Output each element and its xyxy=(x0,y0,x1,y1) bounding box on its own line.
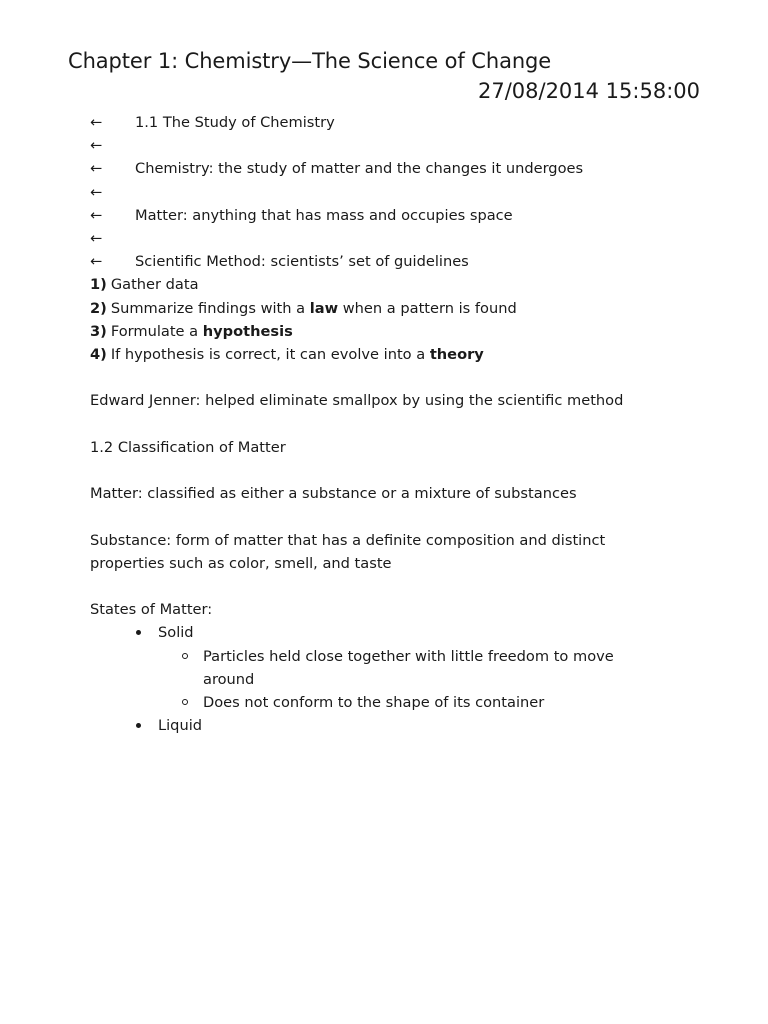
state-label: Liquid xyxy=(158,717,203,735)
left-arrow-icon: ← xyxy=(90,253,103,271)
sub-list xyxy=(158,645,730,715)
method-step xyxy=(90,273,730,296)
arrow-line-text: Scientific Method: scientists’ set of guidelines xyxy=(135,253,469,271)
spacer xyxy=(90,413,730,436)
spacer xyxy=(90,505,730,528)
left-arrow-icon: ← xyxy=(90,114,103,131)
arrow-line xyxy=(90,204,730,227)
arrow-line xyxy=(90,227,730,250)
arrow-line-text: Chemistry: the study of matter and the changes it undergoes xyxy=(135,160,584,178)
step-number: 3) xyxy=(90,322,107,340)
spacer xyxy=(90,366,730,389)
arrow-line-text: 1.1 The Study of Chemistry xyxy=(135,114,335,131)
matter-classification: Matter: classified as either a substance or a mixture of substances xyxy=(90,485,577,503)
method-step xyxy=(90,297,730,320)
step-text: If hypothesis is correct, it can evolve into a xyxy=(110,346,430,364)
arrow-line-text: Matter: anything that has mass and occupies space xyxy=(135,206,513,224)
hollow-bullet-icon xyxy=(182,653,188,659)
step-number: 2) xyxy=(90,299,107,317)
method-step xyxy=(90,343,730,366)
left-arrow-icon: ← xyxy=(90,183,103,201)
left-arrow-icon: ← xyxy=(90,206,103,224)
states-heading: States of Matter: xyxy=(90,601,213,619)
step-text: Summarize findings with a xyxy=(110,299,310,317)
spacer xyxy=(90,575,730,598)
spacer xyxy=(90,459,730,482)
step-number: 4) xyxy=(90,346,107,364)
list-item xyxy=(134,621,730,714)
left-arrow-icon: ← xyxy=(90,160,103,178)
jenner-note: Edward Jenner: helped eliminate smallpox by using the scientific method xyxy=(90,392,624,410)
step-keyword: theory xyxy=(429,346,484,364)
step-text: Gather data xyxy=(110,276,199,294)
list-item xyxy=(180,691,643,714)
timestamp: 27/08/2014 15:58:00 xyxy=(477,79,700,103)
hollow-bullet-icon xyxy=(182,699,188,705)
step-text: Formulate a xyxy=(110,322,203,340)
arrow-line xyxy=(90,250,730,273)
bullet-icon xyxy=(136,723,141,728)
states-list xyxy=(90,621,730,737)
chapter-title: Chapter 1: Chemistry—The Science of Change xyxy=(68,49,552,73)
step-number: 1) xyxy=(90,276,107,294)
list-item xyxy=(180,645,643,691)
substance-definition: Substance: form of matter that has a definite composition and distinct properties such as color, smell, and taste xyxy=(90,531,606,572)
sub-item-text: Particles held close together with little freedom to move around xyxy=(203,647,614,688)
arrow-line xyxy=(90,111,730,134)
step-keyword: law xyxy=(309,299,339,317)
state-label: Solid xyxy=(158,624,194,642)
step-keyword: hypothesis xyxy=(202,322,293,340)
sub-item-text: Does not conform to the shape of its container xyxy=(203,694,545,711)
list-item xyxy=(134,714,730,737)
method-step xyxy=(90,320,730,343)
section-heading: 1.2 Classification of Matter xyxy=(90,438,286,456)
arrow-line xyxy=(90,181,730,204)
notes-body xyxy=(90,111,730,737)
arrow-line xyxy=(90,134,730,157)
left-arrow-icon: ← xyxy=(90,137,103,155)
left-arrow-icon: ← xyxy=(90,230,103,248)
step-text-after: when a pattern is found xyxy=(338,299,517,317)
arrow-line xyxy=(90,157,730,180)
bullet-icon xyxy=(136,630,141,635)
